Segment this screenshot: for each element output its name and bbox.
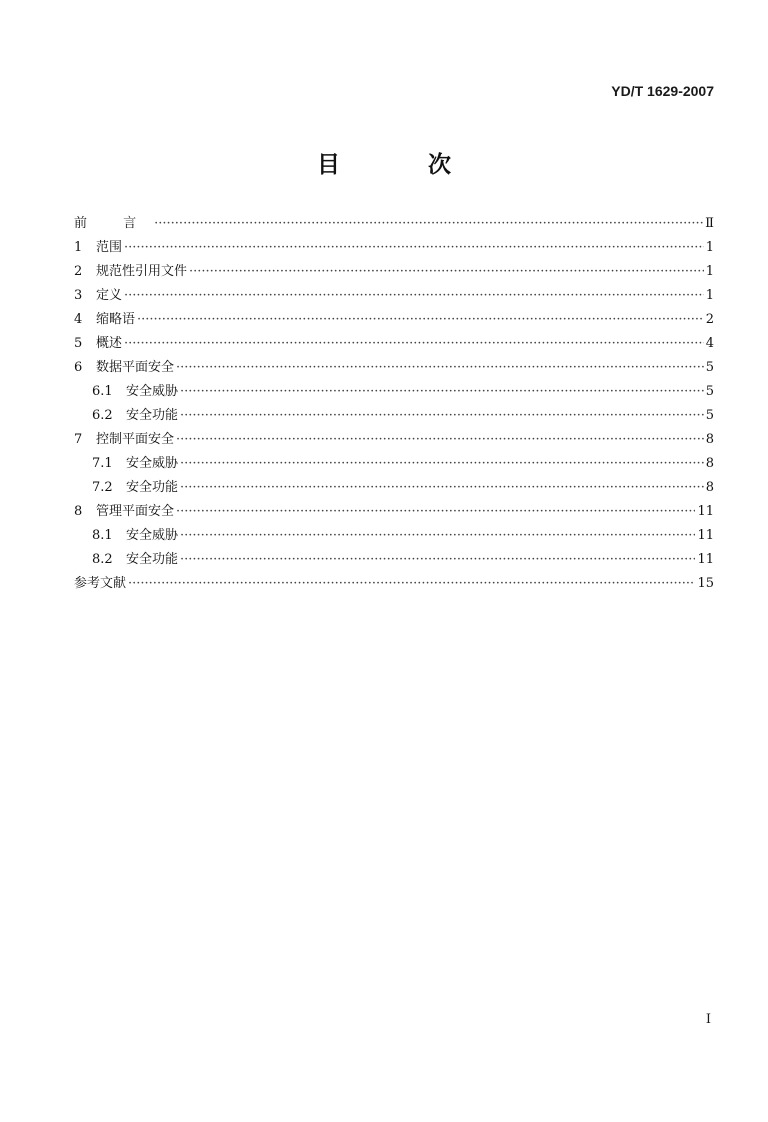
- toc-entry-page: Ⅱ: [705, 216, 714, 231]
- footer-page-number: I: [705, 1012, 711, 1027]
- toc-entry-title: 管理平面安全: [96, 504, 175, 519]
- toc-entry-page: 1: [705, 240, 714, 255]
- toc-entry[interactable]: [74, 404, 714, 428]
- toc-entry-number: 8.2: [92, 552, 113, 567]
- toc-entry-title: 前 言: [74, 216, 153, 231]
- toc-entry-page: 8: [705, 480, 714, 495]
- toc-leader-dots: [137, 308, 704, 332]
- standard-code: YD/T 1629-2007: [611, 83, 714, 99]
- toc-entry-page: 11: [697, 504, 714, 519]
- toc-entry[interactable]: [74, 380, 714, 404]
- toc-entry-title: 安全功能: [126, 408, 179, 423]
- toc-leader-dots: [180, 548, 695, 572]
- toc-leader-dots: [180, 404, 704, 428]
- toc-entry-title: 安全威胁: [126, 384, 179, 399]
- toc-entry-title: 控制平面安全: [96, 432, 175, 447]
- toc-entry-title: 安全威胁: [126, 456, 179, 471]
- toc-entry-number: 7.2: [92, 480, 113, 495]
- toc-entry-number: 6: [74, 360, 83, 375]
- toc-entry-title: 安全功能: [126, 480, 179, 495]
- toc-leader-dots: [180, 524, 695, 548]
- toc-entry-title: 概述: [96, 336, 123, 351]
- toc-entry[interactable]: [74, 236, 714, 260]
- toc-leader-dots: [180, 476, 704, 500]
- toc-entry-title: 参考文献: [74, 576, 127, 591]
- toc-entry-title: 范围: [96, 240, 123, 255]
- toc-entry-number: 4: [74, 312, 83, 327]
- toc-entry-page: 1: [705, 264, 714, 279]
- toc-entry[interactable]: [74, 260, 714, 284]
- toc-entry[interactable]: [74, 212, 714, 236]
- toc-leader-dots: [124, 332, 704, 356]
- toc-entry-number: 8: [74, 504, 83, 519]
- toc-entry-page: 11: [697, 528, 714, 543]
- toc-entry-number: 1: [74, 240, 83, 255]
- toc-entry[interactable]: [74, 524, 714, 548]
- toc-entry-number: 7: [74, 432, 83, 447]
- toc-leader-dots: [176, 428, 704, 452]
- toc-entry[interactable]: [74, 548, 714, 572]
- toc-leader-dots: [128, 572, 695, 596]
- toc-entry-page: 5: [705, 384, 714, 399]
- toc-entry-title: 数据平面安全: [96, 360, 175, 375]
- toc-entry-title: 定义: [96, 288, 123, 303]
- toc-entry[interactable]: [74, 476, 714, 500]
- toc-entry-number: 7.1: [92, 456, 113, 471]
- toc-entry-number: 2: [74, 264, 83, 279]
- toc-leader-dots: [176, 356, 704, 380]
- toc-leader-dots: [180, 452, 704, 476]
- toc-entry-page: 8: [705, 456, 714, 471]
- toc-entry-page: 5: [705, 408, 714, 423]
- toc-entry-number: 8.1: [92, 528, 113, 543]
- toc-title: 目 次: [316, 151, 491, 178]
- toc-entry-page: 15: [697, 576, 714, 591]
- toc-entry[interactable]: [74, 284, 714, 308]
- toc-leader-dots: [124, 284, 704, 308]
- toc-entry-number: 6.2: [92, 408, 113, 423]
- toc-leader-dots: [154, 212, 703, 236]
- toc-leader-dots: [180, 380, 704, 404]
- toc-entry-number: 3: [74, 288, 83, 303]
- toc-leader-dots: [124, 236, 704, 260]
- toc-entry-page: 2: [705, 312, 714, 327]
- toc-entry-title: 规范性引用文件: [96, 264, 188, 279]
- toc-entry-title: 缩略语: [96, 312, 136, 327]
- toc-leader-dots: [176, 500, 695, 524]
- toc-entry-number: 6.1: [92, 384, 113, 399]
- toc-entry-page: 11: [697, 552, 714, 567]
- toc-entry-page: 4: [705, 336, 714, 351]
- toc-entry[interactable]: [74, 500, 714, 524]
- toc-entry[interactable]: [74, 572, 714, 596]
- toc-entry-title: 安全功能: [126, 552, 179, 567]
- toc-entry-page: 8: [705, 432, 714, 447]
- table-of-contents: [74, 212, 714, 596]
- toc-entry-page: 1: [705, 288, 714, 303]
- toc-entry-number: 5: [74, 336, 83, 351]
- toc-entry[interactable]: [74, 356, 714, 380]
- toc-entry[interactable]: [74, 428, 714, 452]
- toc-leader-dots: [189, 260, 704, 284]
- toc-entry[interactable]: [74, 452, 714, 476]
- toc-entry[interactable]: [74, 308, 714, 332]
- toc-entry[interactable]: [74, 332, 714, 356]
- toc-entry-title: 安全威胁: [126, 528, 179, 543]
- toc-entry-page: 5: [705, 360, 714, 375]
